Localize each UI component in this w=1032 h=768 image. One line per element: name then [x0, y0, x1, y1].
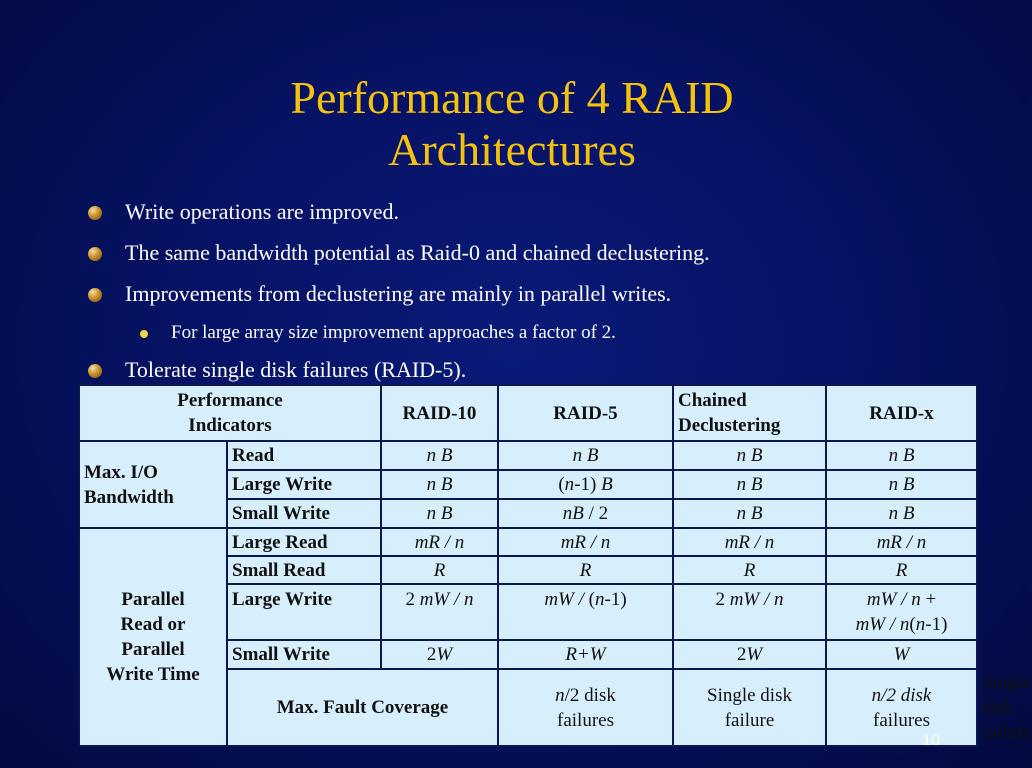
cell: n B [381, 441, 498, 470]
group-max-fault-coverage: Max. Fault Coverage [227, 669, 498, 746]
header-raid5: RAID-5 [498, 385, 673, 441]
bullet-text: The same bandwidth potential as Raid-0 and chained declustering. [125, 240, 710, 265]
slide-title [0, 72, 1024, 176]
bullet-text: Tolerate single disk failures (RAID-5). [125, 357, 467, 382]
cell: nB / 2 [498, 499, 673, 528]
row-small-write: Small Write [227, 499, 381, 528]
header-chained-declustering: Chained Declustering [673, 385, 826, 441]
bullet-list [88, 196, 988, 395]
cell: n B [381, 499, 498, 528]
table-row [79, 528, 977, 556]
cell: R+W [498, 640, 673, 669]
row-parallel-large-write: Large Write [227, 584, 381, 640]
bullet-icon [88, 206, 102, 220]
bullet-icon [88, 364, 102, 378]
cell: mW / n + mW / n(n-1) [826, 584, 977, 640]
cell: mW / (n-1) [498, 584, 673, 640]
cell: n B [826, 499, 977, 528]
cell: Single disk failure [673, 669, 826, 746]
cell: 2 mW / n [673, 584, 826, 640]
header-raid10: RAID-10 [381, 385, 498, 441]
header-performance-indicators: Performance Indicators [79, 385, 381, 441]
table-row: Max. Fault Coverage n/2 disk failures Single disk failure n/2 disk failures Single disk failure [79, 669, 977, 746]
row-parallel-small-write: Small Write [227, 640, 381, 669]
cell: mR / n [826, 528, 977, 556]
row-read: Read [227, 441, 381, 470]
bullet-item [88, 196, 988, 237]
cell: R [498, 556, 673, 584]
cell: mR / n [381, 528, 498, 556]
title-line-1: Performance of 4 RAID [290, 72, 734, 123]
bullet-item [88, 237, 988, 278]
table-row [79, 441, 977, 470]
cell: R [826, 556, 977, 584]
cell: mR / n [498, 528, 673, 556]
cell: mR / n [673, 528, 826, 556]
cell: 2 mW / n [381, 584, 498, 640]
bullet-icon [88, 247, 102, 261]
sub-bullet-item [88, 319, 988, 354]
sub-bullet-text: For large array size improvement approaches a factor of 2. [171, 322, 616, 343]
bullet-text: Write operations are improved. [125, 199, 400, 224]
performance-table-wrapper [78, 384, 1032, 743]
bullet-text: Improvements from declustering are mainly in parallel writes. [125, 281, 672, 306]
cell: n B [381, 470, 498, 499]
cell: n B [826, 470, 977, 499]
group-parallel-time: Parallel Read or Parallel Write Time [79, 528, 227, 746]
sub-bullet-icon [140, 330, 148, 338]
header-raidx: RAID-x [826, 385, 977, 441]
page-number: 10 [922, 732, 940, 749]
cell: W [826, 640, 977, 669]
cell: R [381, 556, 498, 584]
cell: n B [673, 499, 826, 528]
group-max-io-bandwidth: Max. I/O Bandwidth [79, 441, 227, 528]
bullet-item [88, 278, 988, 319]
cell: n B [673, 441, 826, 470]
cell: n/2 disk failures [826, 669, 977, 746]
cell: n/2 disk failures [498, 669, 673, 746]
cell: 2W [381, 640, 498, 669]
cell: n B [826, 441, 977, 470]
row-large-read: Large Read [227, 528, 381, 556]
cell: 2W [673, 640, 826, 669]
table-header-row [79, 385, 977, 441]
cell: n B [673, 470, 826, 499]
cell: n B [498, 441, 673, 470]
performance-table [78, 384, 1032, 747]
title-line-2: Architectures [388, 124, 636, 175]
row-small-read: Small Read [227, 556, 381, 584]
cell: R [673, 556, 826, 584]
bullet-icon [88, 288, 102, 302]
cell: (n-1) B [498, 470, 673, 499]
row-large-write: Large Write [227, 470, 381, 499]
